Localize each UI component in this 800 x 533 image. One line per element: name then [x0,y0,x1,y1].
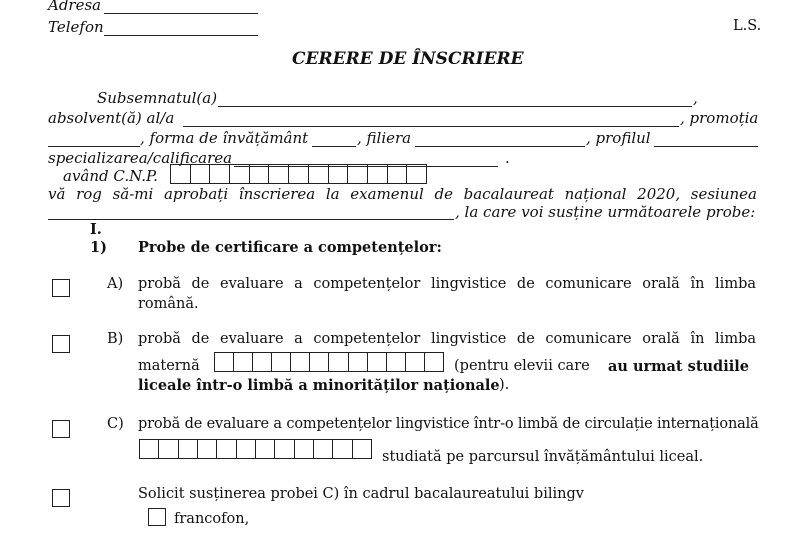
option-a-line2: română. [138,296,199,312]
name-field[interactable] [218,106,692,107]
undersigned-label: Subsemnatul(a) [97,89,218,107]
mother-tongue-input[interactable] [214,352,444,372]
bilingual-request: Solicit susținerea probei C) în cadrul bacalaureatului bilingv [138,486,584,502]
address-field[interactable] [104,13,258,14]
section-roman: I. [90,221,102,238]
phone-field[interactable] [104,35,258,36]
request-text: vă rog să-mi aprobați înscrierea la examenul de bacalaureat național 2020, sesiunea [48,185,757,203]
graduate-label: absolvent(ă) al/a [48,109,175,127]
period: . [505,149,510,167]
option-c-checkbox[interactable] [52,420,70,438]
section-number: 1) [90,239,107,256]
track-label: , filiera [357,129,412,147]
track-field[interactable] [415,146,585,147]
option-c-line2: studiată pe parcursul învățământului liceal. [382,449,704,465]
profile-label: , profilul [586,129,651,147]
seal-label: L.S. [733,18,762,34]
promotion-label: , promoția [680,109,759,127]
tests-text: , la care voi susține următoarele probe: [455,203,756,221]
option-b-checkbox[interactable] [52,335,70,353]
comma: , [693,89,698,107]
option-b-note-bold2: liceale într-o limbă a minorităților naționale [138,377,500,394]
promotion-field[interactable] [48,146,140,147]
school-field[interactable] [183,126,679,127]
specialization-label: specializarea/calificarea [48,149,233,167]
address-label: Adresa [48,0,102,14]
phone-label: Telefon [48,18,104,36]
page-title: CERERE DE ÎNSCRIERE [292,49,524,69]
session-field[interactable] [48,219,454,220]
option-b-note-suffix: ). [499,377,510,393]
option-a-checkbox[interactable] [52,279,70,297]
foreign-language-input[interactable] [139,439,372,459]
section-heading: Probe de certificare a competențelor: [138,239,442,256]
bilingual-checkbox[interactable] [52,489,70,507]
cnp-label: având C.N.P. [63,167,158,185]
option-b-materna: maternă [138,358,200,374]
profile-field[interactable] [654,146,758,147]
option-b-note-prefix: (pentru elevii care [454,358,590,374]
option-c-letter: C) [107,416,124,432]
option-b-note-bold1: au urmat studiile [608,358,749,375]
study-form-field[interactable] [312,146,356,147]
option-b-letter: B) [107,331,124,347]
option-b-line1: probă de evaluare a competențelor lingvistice de comunicare orală în limba [138,331,756,347]
francophone-label: francofon, [174,511,250,527]
option-c-line1: probă de evaluare a competențelor lingvistice într-o limbă de circulație internațională [138,416,759,432]
cnp-input[interactable] [170,164,427,184]
option-a-line1: probă de evaluare a competențelor lingvistice de comunicare orală în limba [138,276,756,292]
option-a-letter: A) [107,276,124,292]
study-form-label: , forma de învățământ [140,129,309,147]
francophone-checkbox[interactable] [148,508,166,526]
